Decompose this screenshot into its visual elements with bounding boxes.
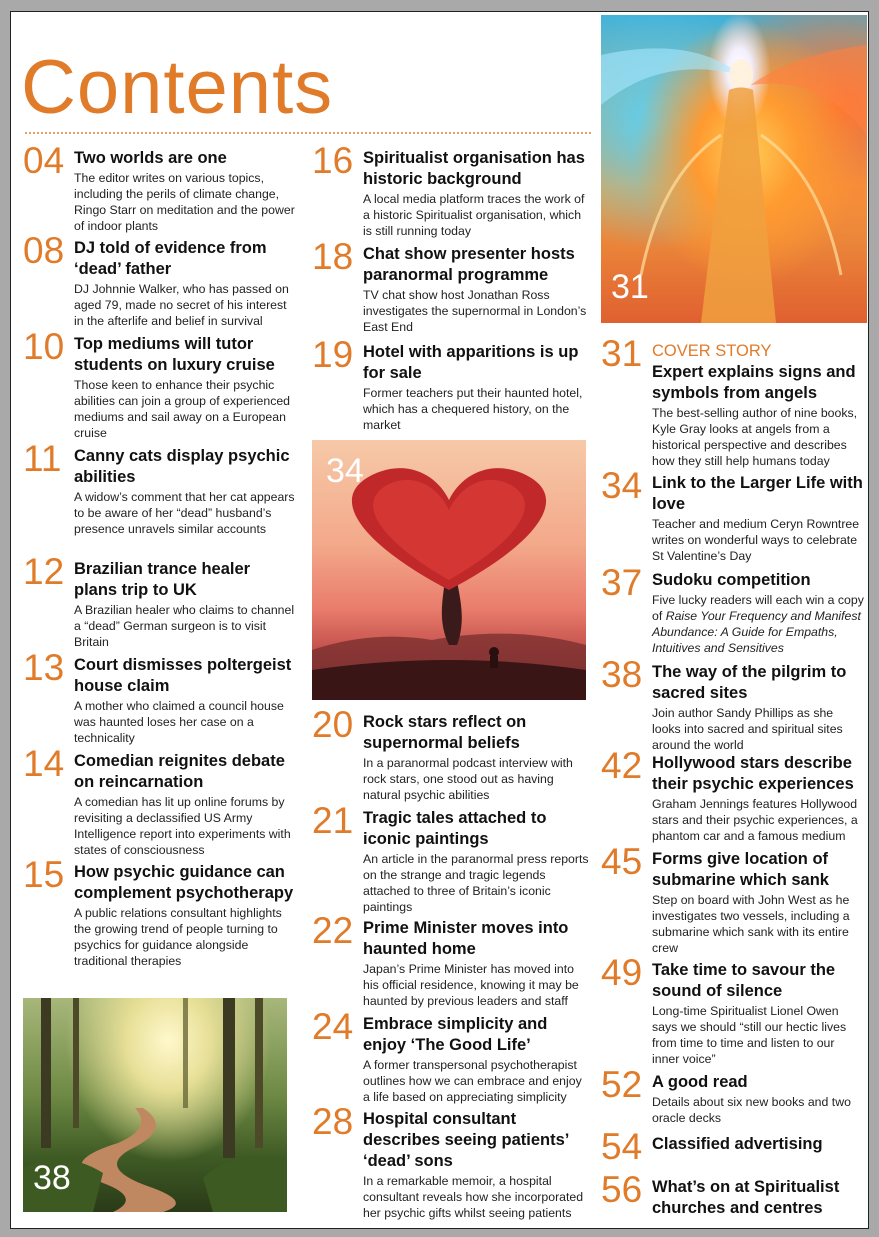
entry-headline: Embrace simplicity and enjoy ‘The Good Life’ bbox=[363, 1015, 548, 1054]
entry-summary: The editor writes on various topics, including the perils of climate change, Ringo Starr on meditation and the power of indoor plants bbox=[74, 171, 295, 233]
entry-summary: A local media platform traces the work of a historic Spiritualist organisation, which is still running today bbox=[363, 192, 585, 238]
page-number: 08 bbox=[23, 230, 65, 271]
entry-headline: Court dismisses poltergeist house claim bbox=[74, 656, 292, 695]
entry-headline: How psychic guidance can complement psychotherapy bbox=[74, 863, 294, 902]
entry-headline: DJ told of evidence from ‘dead’ father bbox=[74, 239, 267, 278]
entry-headline: Top mediums will tutor students on luxury cruise bbox=[74, 335, 275, 374]
entry-summary: Step on board with John West as he investigates two vessels, including a submarine which sank with its entire crew bbox=[652, 893, 850, 955]
entry-headline: Rock stars reflect on supernormal beliefs bbox=[363, 713, 527, 752]
entry-summary: Former teachers put their haunted hotel, which has a chequered history, on the market bbox=[363, 386, 583, 432]
page-number: 31 bbox=[601, 333, 643, 374]
page-number: 04 bbox=[23, 140, 65, 181]
entry-summary: In a paranormal podcast interview with rock stars, one stood out as having natural psychic abilities bbox=[363, 756, 573, 802]
page-number: 28 bbox=[312, 1101, 354, 1142]
entry-headline: Sudoku competition bbox=[652, 571, 811, 589]
book-title: Raise Your Frequency and Manifest Abundance: A Guide for Empaths, Intuitives and Sensitives bbox=[652, 609, 861, 655]
page-number: 16 bbox=[312, 140, 354, 181]
page-number: 10 bbox=[23, 326, 65, 367]
entry-headline: Prime Minister moves into haunted home bbox=[363, 919, 569, 958]
entry-headline: Classified advertising bbox=[652, 1135, 823, 1153]
angel-image[interactable] bbox=[601, 15, 867, 323]
page-number: 19 bbox=[312, 334, 354, 375]
contents-page bbox=[10, 11, 869, 1229]
entry-summary: The best-selling author of nine books, Kyle Gray looks at angels from a historical perspective and describes how they still help humans today bbox=[652, 406, 858, 468]
title-divider bbox=[25, 132, 591, 134]
entry-headline: Hollywood stars describe their psychic experiences bbox=[652, 754, 854, 793]
page-number: 22 bbox=[312, 910, 354, 951]
entry-headline: Forms give location of submarine which sank bbox=[652, 850, 829, 889]
page-number: 20 bbox=[312, 704, 354, 745]
page-number: 54 bbox=[601, 1126, 643, 1167]
page-number: 56 bbox=[601, 1169, 643, 1210]
angel-page-badge: 31 bbox=[611, 268, 649, 306]
entry-summary: Join author Sandy Phillips as she looks into sacred and spiritual sites around the world bbox=[652, 706, 843, 752]
entry-summary: An article in the paranormal press reports on the strange and tragic legends attached to three of Britain’s iconic paintings bbox=[363, 852, 589, 914]
forest-path-image[interactable] bbox=[23, 998, 287, 1212]
entry-summary: Teacher and medium Ceryn Rowntree writes on wonderful ways to celebrate St Valentine’s Day bbox=[652, 517, 860, 563]
entry-headline: Link to the Larger Life with love bbox=[652, 474, 863, 513]
entry-summary: Details about six new books and two oracle decks bbox=[652, 1095, 851, 1125]
entry-summary: A comedian has lit up online forums by revisiting a declassified US Army Intelligence report into experiments with states of consciousness bbox=[74, 795, 291, 857]
entry-summary: Graham Jennings features Hollywood stars and their psychic experiences, a phantom car and a famous medium bbox=[652, 797, 858, 843]
page-number: 34 bbox=[601, 465, 643, 506]
page-number: 24 bbox=[312, 1006, 354, 1047]
entry-headline: Spiritualist organisation has historic background bbox=[363, 149, 585, 188]
entry-summary: A former transpersonal psychotherapist outlines how we can embrace and enjoy a life based on appreciating simplicity bbox=[363, 1058, 582, 1104]
entry-headline: Comedian reignites debate on reincarnation bbox=[74, 752, 285, 791]
page-number: 13 bbox=[23, 647, 65, 688]
entry-headline: Hospital consultant describes seeing patients’ ‘dead’ sons bbox=[363, 1110, 569, 1170]
entry-summary: Those keen to enhance their psychic abilities can join a group of experienced mediums and sail away on a European cruise bbox=[74, 378, 291, 440]
forest-page-badge: 38 bbox=[33, 1159, 71, 1197]
heart-tree-image[interactable] bbox=[312, 440, 586, 700]
entry-headline: What’s on at Spiritualist churches and centres bbox=[652, 1178, 840, 1217]
entry-headline: Expert explains signs and symbols from angels bbox=[652, 363, 856, 402]
page-title: Contents bbox=[21, 45, 334, 130]
entry-headline: The way of the pilgrim to sacred sites bbox=[652, 663, 847, 702]
page-number: 12 bbox=[23, 551, 65, 592]
entry-headline: Hotel with apparitions is up for sale bbox=[363, 343, 579, 382]
page-number: 38 bbox=[601, 654, 643, 695]
page-number: 21 bbox=[312, 800, 354, 841]
entry-summary: DJ Johnnie Walker, who has passed on aged 79, made no secret of his interest in the afterlife and belief in survival bbox=[74, 282, 289, 328]
entry-summary-text: Five lucky readers will each win a copy of bbox=[652, 593, 864, 623]
page-number: 52 bbox=[601, 1064, 643, 1105]
cover-story-label: COVER STORY bbox=[652, 342, 772, 360]
page-number: 49 bbox=[601, 952, 643, 993]
entry-summary: A widow’s comment that her cat appears to be aware of her “dead” husband’s presence unravels similar accounts bbox=[74, 490, 295, 536]
entry-summary: A public relations consultant highlights the growing trend of people turning to psychics for guidance alongside traditional therapies bbox=[74, 906, 282, 968]
entry-headline: Two worlds are one bbox=[74, 149, 227, 167]
page-number: 11 bbox=[23, 438, 62, 479]
entry-headline: A good read bbox=[652, 1073, 748, 1091]
heart-page-badge: 34 bbox=[326, 452, 364, 490]
page-number: 45 bbox=[601, 841, 643, 882]
entry-headline: Canny cats display psychic abilities bbox=[74, 447, 290, 486]
page-number: 18 bbox=[312, 236, 354, 277]
page-number: 37 bbox=[601, 562, 643, 603]
entry-headline: Chat show presenter hosts paranormal programme bbox=[363, 245, 575, 284]
entry-summary: Long-time Spiritualist Lionel Owen says we should “still our hectic lives from time to time and listen to our inner voice” bbox=[652, 1004, 847, 1066]
entry-headline: Tragic tales attached to iconic paintings bbox=[363, 809, 547, 848]
entry-summary: Japan’s Prime Minister has moved into his official residence, knowing it may be haunted by previous leaders and staff bbox=[363, 962, 579, 1008]
entry-summary: In a remarkable memoir, a hospital consultant reveals how she incorporated her psychic gifts whilst seeing patients bbox=[363, 1174, 584, 1220]
entry-summary: A Brazilian healer who claims to channel a “dead” German surgeon is to visit Britain bbox=[74, 603, 295, 649]
entry-headline: Take time to savour the sound of silence bbox=[652, 961, 836, 1000]
entry-headline: Brazilian trance healer plans trip to UK bbox=[74, 560, 251, 599]
entry-summary: TV chat show host Jonathan Ross investigates the supernormal in London’s East End bbox=[363, 288, 587, 334]
page-number: 15 bbox=[23, 854, 65, 895]
page-number: 14 bbox=[23, 743, 65, 784]
entry-summary bbox=[652, 592, 864, 656]
page-number: 42 bbox=[601, 745, 643, 786]
entry-summary: A mother who claimed a council house was haunted loses her case on a technicality bbox=[74, 699, 284, 745]
